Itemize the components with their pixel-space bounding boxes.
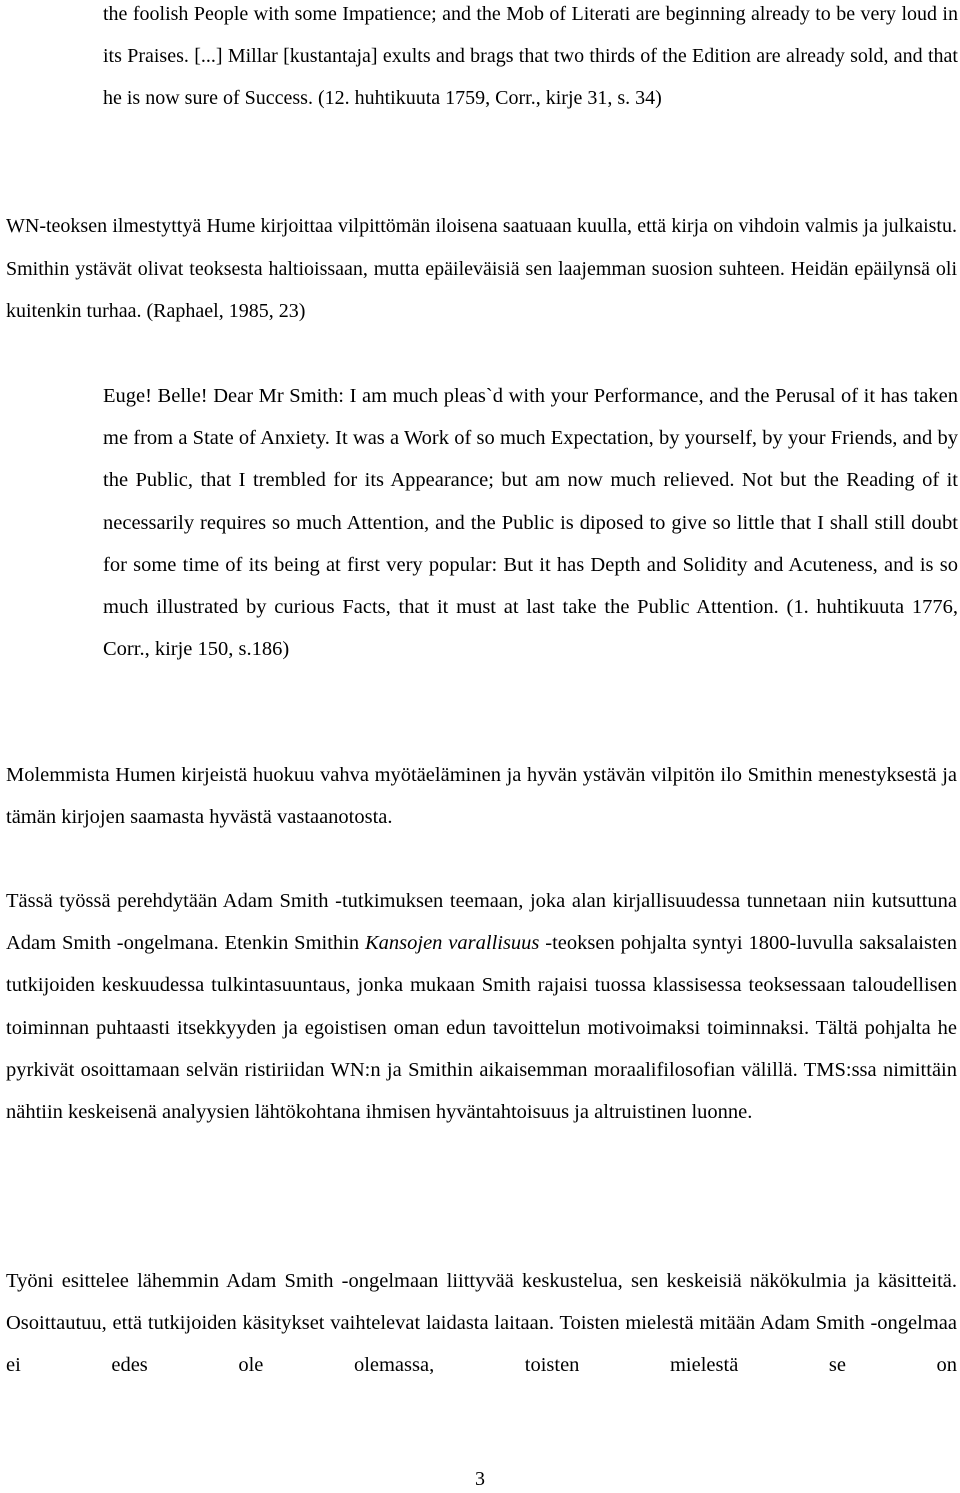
paragraph-hume-letters <box>6 754 957 838</box>
paragraph-text: WN-teoksen ilmestyttyä Hume kirjoittaa vilpittömän iloisena saatuaan kuulla, että kirja on vihdoin valmis ja julkaistu. Smithin ystävät olivat teoksesta haltioissaan, mutta epäileväisiä sen laajemman suosion suhteen. Heidän epäilynsä oli kuitenkin turhaa. (Raphael, 1985, 23) <box>6 215 957 322</box>
quote-text: Euge! Belle! Dear Mr Smith: I am much pleas`d with your Performance, and the Perusal of it has taken me from a State of Anxiety. It was a Work of so much Expectation, by yourself, by your Friends, and by the Public, that I trembled for its Appearance; but am now much relieved. Not but the Reading of it necessarily requires so much Attention, and the Public is diposed to give so little that I shall still doubt for some time of its being at first very popular: But it has Depth and Solidity and Acuteness, and is so much illustrated by curious Facts, that it must at last take the Public Attention. (1. huhtikuuta 1776, Corr., kirje 150, s.186) <box>103 385 958 661</box>
block-quote-hume-1776 <box>103 375 958 670</box>
book-title-italic: Kansojen varallisuus <box>364 932 540 955</box>
paragraph-adam-smith-problem <box>6 880 957 1133</box>
paragraph-text: Molemmista Humen kirjeistä huokuu vahva myötäeläminen ja hyvän ystävän vilpitön ilo Smithin menestyksestä ja tämän kirjojen saamasta hyvästä vastaanotosta. <box>6 764 957 829</box>
paragraph-thesis-outline <box>6 1260 957 1429</box>
paragraph-text-part: Tässä työssä perehdytään Adam Smith -tutkimuksen teemaan, joka alan kirjallisuudessa tunnetaan niin kutsuttuna Adam Smith -ongelmana. Etenkin Smithin <box>6 890 957 955</box>
paragraph-text: Työni esittelee lähemmin Adam Smith -ongelmaan liittyvää keskustelua, sen keskeisiä näkökulmia ja käsitteitä. Osoittautuu, että tutkijoiden käsitykset vaihtelevat laidasta laitaan. Toisten mielestä mitään Adam Smith -ongelmaa ei edes ole olemassa, toisten mielestä se on <box>6 1270 957 1377</box>
paragraph-text-part: -teoksen pohjalta syntyi 1800-luvulla saksalaisten tutkijoiden keskuudessa tulkintasuuntaus, jonka mukaan Smith rajaisi tuossa klassisessa teoksessaan taloudellisen toiminnan puhtaasti itsekkyyden ja egoistisen oman edun tavoittelun motivoimaksi toiminnaksi. Tältä pohjalta he pyrkivät osoittamaan selvän ristiriidan WN:n ja Smithin aikaisemman moraalifilosofian välillä. TMS:ssa nimittäin nähtiin keskeisenä analyysien lähtökohtana ihmisen hyväntahtoisuus ja altruistinen luonne. <box>6 932 958 1124</box>
quote-text: the foolish People with some Impatience; and the Mob of Literati are beginning already to be very loud in its Praises. [...] Millar [kustantaja] exults and brags that two thirds of the Edition are already sold, and that he is now sure of Success. (12. huhtikuuta 1759, Corr., kirje 31, s. 34) <box>103 3 958 109</box>
page-number: 3 <box>475 1468 485 1490</box>
block-quote-hume-1759 <box>103 0 958 119</box>
paragraph-wn-publication <box>6 205 957 333</box>
